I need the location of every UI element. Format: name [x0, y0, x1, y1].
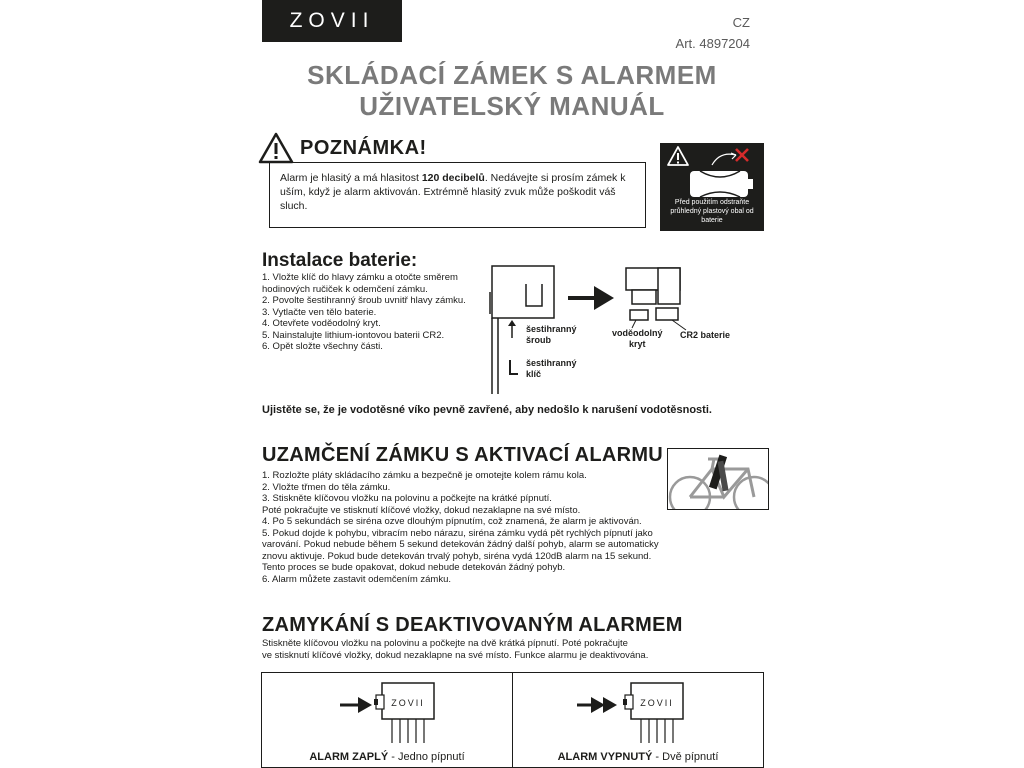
cr2-battery-label: CR2 baterie — [680, 330, 731, 340]
alarm-on-steps — [262, 470, 672, 585]
alarm-on-caption — [262, 751, 512, 763]
list-item: 3. Stiskněte klíčovou vložku na polovinu a počkejte na krátké pípnutí. Poté pokračujte ve stisknutí klíčové vložky, dokud nezaklapne na své místo. — [262, 493, 581, 516]
list-item: 6. Opět složte všechny části. — [262, 341, 383, 352]
hex-key-label: šestihranný klíč — [526, 358, 577, 379]
panel-logo: ZOVII — [391, 698, 425, 708]
note-heading — [258, 132, 427, 164]
note-text-end: . Nedávejte si prosím zámek k uším, když je alarm aktivován. Extrémně hlasitý zvuk může poškodit váš sluch. — [280, 172, 626, 212]
list-item: 5. Pokud dojde k pohybu, vibracím nebo nárazu, siréna zámku vydá pět rychlých pípnutí jako varování. Pokud nebude během 5 sekund detekován žádný další pohyb, alarm se automaticky znovu aktivuje. Pokud bude detekován trvalý pohyb, siréna vydá 120dB alarm na 15 sekund. Tento proces se bude opakovat, dokud nebude detekován žádný pohyb. — [262, 527, 659, 573]
alarm-on-beeps: Jedno pípnutí — [397, 751, 465, 763]
alarm-off-line-2: ve stisknutí klíčové vložky, dokud nezaklapne na své místo. Funkce alarmu je deaktivována. — [262, 650, 649, 661]
alarm-off-caption — [513, 751, 763, 763]
list-item: 2. Vložte třmen do těla zámku. — [262, 481, 391, 493]
battery-section-title: Instalace baterie: — [262, 250, 418, 271]
panel-logo: ZOVII — [640, 698, 674, 708]
note-title: POZNÁMKA! — [300, 136, 427, 159]
bike-frame-image — [667, 448, 769, 510]
caption-separator: - — [652, 751, 663, 763]
battery-film-caption: Před použitím odstraňte průhledný plastový obal od baterie — [670, 199, 754, 224]
note-text-start: Alarm je hlasitý a má hlasitost — [280, 172, 422, 184]
alarm-off-instructions — [262, 638, 682, 662]
waterproof-warning: Ujistěte se, že je vodotěsné víko pevně zavřené, aby nedošlo k narušení vodotěsnosti. — [262, 404, 712, 416]
alarm-on-section-title: UZAMČENÍ ZÁMKU S AKTIVACÍ ALARMU — [262, 444, 664, 466]
list-item: 2. Povolte šestihranný šroub uvnitř hlavy zámku. — [262, 295, 466, 306]
alarm-on-status: ALARM ZAPLÝ — [309, 751, 389, 763]
brand-logo: ZOVII — [262, 0, 402, 42]
list-item: 6. Alarm můžete zastavit odemčením zámku. — [262, 573, 452, 585]
list-item: 3. Vytlačte ven tělo baterie. — [262, 306, 377, 318]
hex-screw-label: šestihranný šroub — [526, 324, 577, 345]
alarm-on-panel — [262, 673, 512, 767]
alarm-off-panel — [512, 673, 763, 767]
list-item: 1. Vložte klíč do hlavy zámku a otočte směrem hodinových ručiček k odemčení zámku. — [262, 272, 458, 295]
battery-film-warning — [660, 143, 764, 231]
list-item: 5. Nainstalujte lithium-iontovou baterii CR2. — [262, 329, 445, 341]
list-item: 4. Otevřete voděodolný kryt. — [262, 318, 381, 329]
caption-separator: - — [388, 751, 398, 763]
alarm-off-section-title: ZAMYKÁNÍ S DEAKTIVOVANÝM ALARMEM — [262, 614, 683, 636]
alarm-off-status: ALARM VYPNUTÝ — [557, 751, 653, 763]
alarm-mode-panels — [261, 672, 764, 768]
battery-illustration — [486, 262, 776, 402]
article-number: Art. 4897204 — [675, 36, 750, 51]
warning-icon — [258, 132, 294, 164]
alarm-off-beeps: Dvě pípnutí — [662, 751, 719, 763]
alarm-off-line-1: Stiskněte klíčovou vložku na polovinu a počkejte na dvě krátká pípnutí. Poté pokračujte — [262, 638, 628, 649]
note-text-bold: 120 decibelů — [421, 172, 485, 184]
country-code: CZ — [732, 15, 750, 30]
title-line-1: SKLÁDACÍ ZÁMEK S ALARMEM — [307, 60, 717, 90]
lock-single-arrow-diagram — [262, 673, 512, 747]
battery-steps — [262, 272, 487, 353]
lock-double-arrow-diagram — [513, 673, 763, 747]
note-box — [269, 162, 646, 228]
page-title — [262, 60, 762, 122]
bike-icon — [668, 449, 769, 510]
document-meta — [676, 12, 750, 54]
list-item: 1. Rozložte pláty skládacího zámku a bezpečně je omotejte kolem rámu kola. — [262, 470, 587, 481]
list-item: 4. Po 5 sekundách se siréna ozve dlouhým pípnutím, což znamená, že alarm je aktivován. — [262, 516, 642, 527]
title-line-2: UŽIVATELSKÝ MANUÁL — [359, 91, 665, 121]
waterproof-cover-label: voděodolný kryt — [612, 328, 663, 349]
